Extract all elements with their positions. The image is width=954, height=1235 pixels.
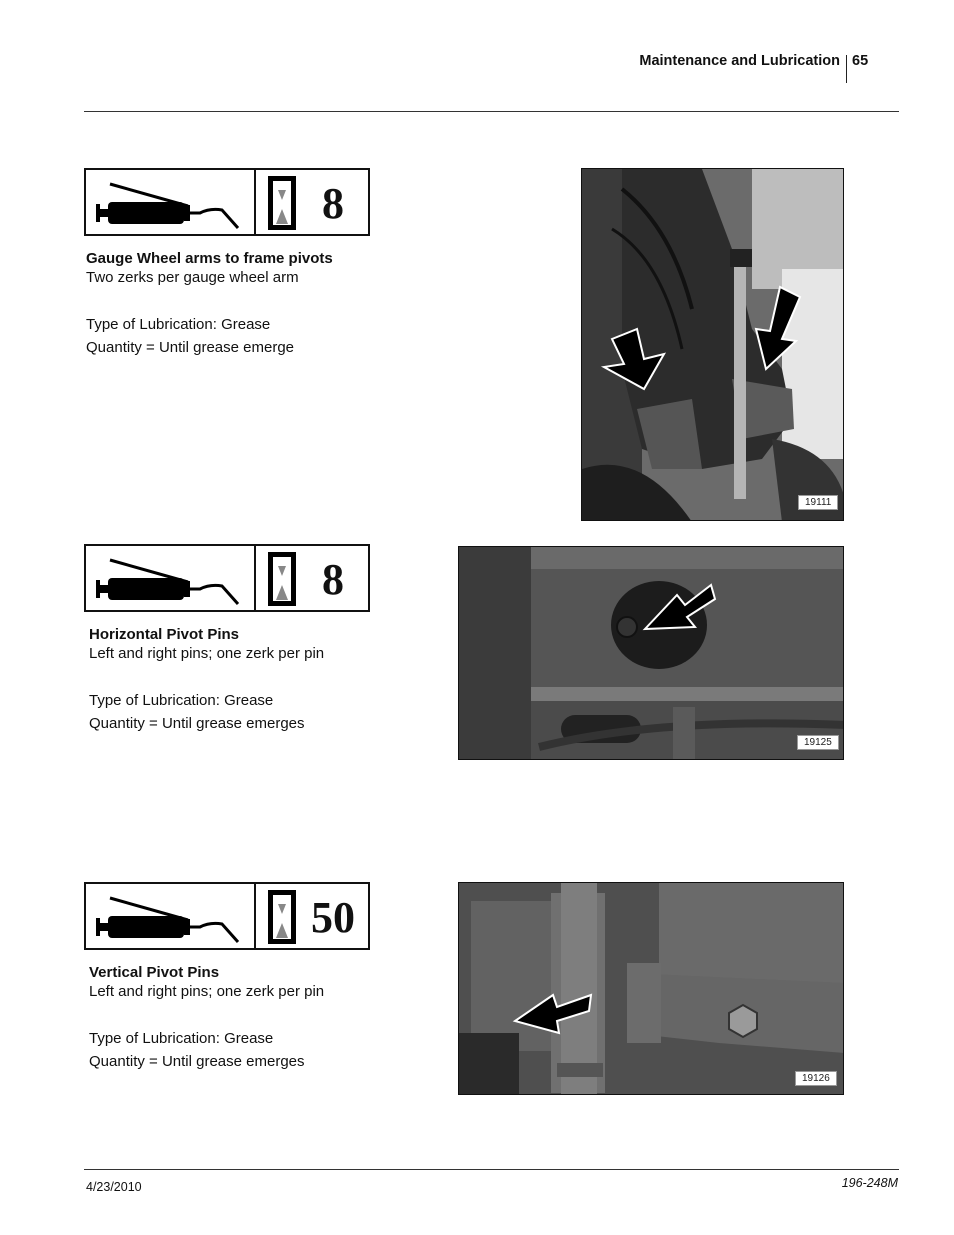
footer-doc-number: 196-248M bbox=[841, 1176, 898, 1190]
footer-date: 4/23/2010 bbox=[86, 1180, 142, 1194]
photo-vertical-pivot-pins bbox=[458, 882, 844, 1095]
lube-text-2 bbox=[89, 625, 324, 733]
lube-interval-box-1 bbox=[84, 168, 370, 236]
lube-type: Type of Lubrication: Grease bbox=[89, 1030, 274, 1047]
lube-point-title: Vertical Pivot Pins bbox=[89, 964, 220, 981]
section-title: Maintenance and Lubrication bbox=[639, 53, 840, 69]
hourglass-icon bbox=[268, 890, 296, 944]
lube-point-title: Horizontal Pivot Pins bbox=[89, 626, 240, 643]
grease-gun-icon bbox=[92, 550, 250, 608]
lube-quantity: Quantity = Until grease emerges bbox=[89, 1053, 305, 1070]
interval-hours: 8 bbox=[322, 179, 344, 228]
lube-quantity: Quantity = Until grease emerges bbox=[89, 715, 305, 732]
lube-quantity: Quantity = Until grease emerge bbox=[86, 339, 295, 356]
header-divider bbox=[846, 55, 847, 83]
lube-type: Type of Lubrication: Grease bbox=[89, 692, 274, 709]
photo-gauge-wheel-pivots bbox=[581, 168, 844, 521]
lube-interval-box-2 bbox=[84, 544, 370, 612]
lube-text-3 bbox=[89, 963, 324, 1071]
lube-text-1 bbox=[86, 249, 333, 357]
photo-horizontal-pivot-pins bbox=[458, 546, 844, 760]
hourglass-icon bbox=[268, 552, 296, 606]
interval-hours: 50 bbox=[311, 893, 355, 942]
lube-point-description: Two zerks per gauge wheel arm bbox=[86, 269, 299, 286]
grease-gun-icon bbox=[92, 174, 250, 232]
lube-point-title: Gauge Wheel arms to frame pivots bbox=[86, 250, 333, 267]
footer-rule bbox=[84, 1169, 899, 1170]
page-number: 65 bbox=[852, 53, 869, 69]
lube-point-description: Left and right pins; one zerk per pin bbox=[89, 645, 325, 662]
interval-hours: 8 bbox=[322, 555, 344, 604]
lube-interval-box-3 bbox=[84, 882, 370, 950]
lube-type: Type of Lubrication: Grease bbox=[86, 316, 271, 333]
photo-id: 19125 bbox=[797, 735, 839, 750]
grease-gun-icon bbox=[92, 888, 250, 946]
lube-point-description: Left and right pins; one zerk per pin bbox=[89, 983, 325, 1000]
header-rule bbox=[84, 111, 899, 112]
photo-id: 19111 bbox=[798, 495, 838, 510]
hourglass-icon bbox=[268, 176, 296, 230]
photo-id: 19126 bbox=[795, 1071, 837, 1086]
